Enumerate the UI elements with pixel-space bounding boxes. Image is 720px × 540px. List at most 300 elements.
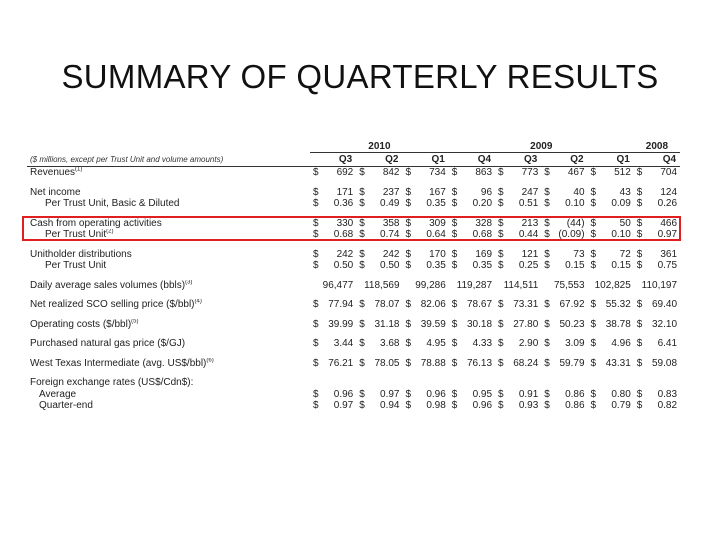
footnote-marker: (1) xyxy=(75,166,83,173)
currency-symbol: $ xyxy=(313,299,319,310)
currency-symbol: $ xyxy=(359,229,365,240)
currency-symbol: $ xyxy=(544,318,550,330)
row-label xyxy=(27,260,310,272)
value-cell xyxy=(541,319,587,331)
value-cell xyxy=(634,167,680,179)
value-text: 0.83 xyxy=(657,388,678,400)
value-text: 76.21 xyxy=(328,357,354,369)
value-text: 110,197 xyxy=(641,279,678,291)
table-row xyxy=(27,167,680,179)
quarter-header-row xyxy=(27,153,680,167)
value-text: 0.91 xyxy=(518,388,539,400)
row-label-text: Revenues xyxy=(30,167,76,178)
value-text: 72 xyxy=(619,248,631,260)
value-cell xyxy=(449,229,495,241)
value-text: 118,569 xyxy=(364,279,400,291)
value-text: 59.79 xyxy=(559,357,585,369)
currency-symbol: $ xyxy=(590,388,597,400)
value-cell xyxy=(588,389,634,401)
value-text: 0.95 xyxy=(472,388,493,400)
value-cell xyxy=(310,218,356,230)
value-cell xyxy=(495,358,541,370)
value-cell xyxy=(356,229,402,241)
currency-symbol: $ xyxy=(498,400,504,411)
value-text: 170 xyxy=(429,248,446,260)
currency-symbol: $ xyxy=(544,260,550,271)
currency-symbol: $ xyxy=(405,338,412,349)
value-cell xyxy=(588,400,634,412)
currency-symbol: $ xyxy=(636,299,643,310)
currency-symbol: $ xyxy=(405,217,412,229)
table-row xyxy=(27,198,680,210)
value-text: 0.93 xyxy=(518,400,539,411)
currency-symbol: $ xyxy=(313,198,319,209)
units-label: ($ millions, except per Trust Unit and volume amounts) xyxy=(27,153,310,167)
currency-symbol: $ xyxy=(636,338,643,349)
currency-symbol: $ xyxy=(313,217,319,229)
value-cell xyxy=(403,249,449,261)
value-text: 247 xyxy=(521,186,539,198)
value-text: 32.10 xyxy=(652,318,678,330)
row-spacer xyxy=(27,350,680,358)
value-cell xyxy=(541,299,587,311)
value-cell xyxy=(356,400,402,412)
currency-symbol: $ xyxy=(359,260,365,271)
value-cell xyxy=(356,299,402,311)
value-text: 75,553 xyxy=(553,279,585,291)
value-text: 773 xyxy=(521,167,539,178)
currency-symbol: $ xyxy=(498,186,504,198)
value-cell xyxy=(495,319,541,331)
value-cell xyxy=(495,389,541,401)
value-cell xyxy=(634,280,680,292)
quarter-header: Q1 xyxy=(588,153,634,167)
currency-symbol: $ xyxy=(359,186,365,198)
row-label xyxy=(27,319,310,331)
value-cell xyxy=(634,400,680,412)
value-cell xyxy=(310,229,356,241)
row-label-text: Quarter-end xyxy=(39,400,93,411)
currency-symbol: $ xyxy=(451,260,458,271)
value-cell xyxy=(449,187,495,199)
currency-symbol: $ xyxy=(498,388,504,400)
value-cell xyxy=(310,338,356,350)
value-text: 67.92 xyxy=(559,299,585,310)
footnote-marker: (4) xyxy=(194,299,202,305)
row-spacer xyxy=(27,241,680,249)
quarter-header: Q2 xyxy=(541,153,587,167)
currency-symbol: $ xyxy=(498,260,504,271)
currency-symbol: $ xyxy=(313,186,319,198)
currency-symbol: $ xyxy=(590,186,597,198)
currency-symbol: $ xyxy=(405,299,412,310)
value-text: 0.96 xyxy=(472,400,493,411)
currency-symbol: $ xyxy=(405,318,412,330)
value-cell xyxy=(588,218,634,230)
row-label xyxy=(27,249,310,261)
value-text: 114,511 xyxy=(503,279,539,291)
value-cell xyxy=(634,338,680,350)
value-cell xyxy=(403,198,449,210)
table-row xyxy=(27,400,680,412)
value-text: 330 xyxy=(336,217,354,229)
value-text: 38.78 xyxy=(605,318,631,330)
value-text: 55.32 xyxy=(605,299,631,310)
currency-symbol: $ xyxy=(405,400,412,411)
currency-symbol: $ xyxy=(498,338,504,349)
currency-symbol: $ xyxy=(359,217,365,229)
value-cell xyxy=(403,167,449,179)
currency-symbol: $ xyxy=(359,357,365,369)
table-row xyxy=(27,377,680,389)
row-label-text: Per Trust Unit, Basic & Diluted xyxy=(45,198,180,209)
value-text: 0.35 xyxy=(426,260,446,271)
value-text: 0.20 xyxy=(472,198,493,209)
value-cell xyxy=(310,299,356,311)
value-text: 167 xyxy=(429,186,446,198)
value-text: 0.86 xyxy=(565,388,585,400)
table-row xyxy=(27,299,680,311)
row-spacer xyxy=(27,179,680,187)
value-text: 4.33 xyxy=(472,338,493,349)
value-cell xyxy=(541,218,587,230)
currency-symbol: $ xyxy=(498,229,504,240)
currency-symbol: $ xyxy=(544,198,550,209)
value-cell xyxy=(634,218,680,230)
value-text: 466 xyxy=(660,217,678,229)
value-text: 0.09 xyxy=(611,198,631,209)
value-text: 3.68 xyxy=(380,338,400,349)
value-text: 121 xyxy=(521,248,539,260)
row-label-text: Purchased natural gas price ($/GJ) xyxy=(30,338,186,349)
value-text: 31.18 xyxy=(374,318,400,330)
value-cell xyxy=(588,198,634,210)
slide-title: SUMMARY OF QUARTERLY RESULTS xyxy=(61,58,659,95)
value-text: 0.25 xyxy=(518,260,539,271)
value-cell xyxy=(541,358,587,370)
currency-symbol: $ xyxy=(359,299,365,310)
value-text: 0.51 xyxy=(518,198,539,209)
value-text: 99,286 xyxy=(415,279,446,291)
currency-symbol: $ xyxy=(590,357,597,369)
value-text: 30.18 xyxy=(467,318,493,330)
row-label xyxy=(27,400,310,412)
currency-symbol: $ xyxy=(451,186,458,198)
currency-symbol: $ xyxy=(636,186,643,198)
value-text: 69.40 xyxy=(652,299,678,310)
currency-symbol: $ xyxy=(544,338,550,349)
value-text: 73 xyxy=(573,248,585,260)
value-cell xyxy=(310,358,356,370)
currency-symbol: $ xyxy=(451,388,458,400)
currency-symbol: $ xyxy=(313,260,319,271)
currency-symbol: $ xyxy=(636,388,643,400)
value-text: 734 xyxy=(429,167,446,178)
currency-symbol: $ xyxy=(636,198,643,209)
value-text: 77.94 xyxy=(328,299,354,310)
currency-symbol: $ xyxy=(359,400,365,411)
value-cell xyxy=(541,280,587,292)
value-text: 328 xyxy=(475,217,493,229)
value-cell xyxy=(495,187,541,199)
currency-symbol: $ xyxy=(544,388,550,400)
value-text: 40 xyxy=(573,186,585,198)
value-text: 0.35 xyxy=(426,198,446,209)
currency-symbol: $ xyxy=(590,229,597,240)
value-cell xyxy=(310,400,356,412)
value-text: 82.06 xyxy=(420,299,446,310)
currency-symbol: $ xyxy=(544,186,550,198)
quarterly-results-table xyxy=(27,140,680,412)
value-cell xyxy=(634,260,680,272)
table-row xyxy=(27,249,680,261)
value-text: 73.31 xyxy=(513,299,539,310)
value-cell xyxy=(449,198,495,210)
value-cell xyxy=(541,187,587,199)
value-text: 4.96 xyxy=(611,338,631,349)
currency-symbol: $ xyxy=(359,167,365,178)
value-cell xyxy=(310,260,356,272)
value-text: 237 xyxy=(382,186,400,198)
value-text: 59.08 xyxy=(652,357,678,369)
footnote-marker: (2) xyxy=(106,229,114,235)
value-text: 50.23 xyxy=(559,318,585,330)
value-cell xyxy=(310,198,356,210)
value-text: 0.97 xyxy=(657,229,678,240)
value-text: 467 xyxy=(567,167,585,178)
value-text: 119,287 xyxy=(456,279,493,291)
currency-symbol: $ xyxy=(498,198,504,209)
row-label-text: Per Trust Unit xyxy=(45,229,107,240)
quarter-header: Q4 xyxy=(449,153,495,167)
value-cell xyxy=(495,167,541,179)
currency-symbol: $ xyxy=(313,338,319,349)
value-cell xyxy=(588,229,634,241)
currency-symbol: $ xyxy=(451,229,458,240)
value-cell xyxy=(403,229,449,241)
value-text: 96,477 xyxy=(322,279,354,291)
currency-symbol: $ xyxy=(313,248,319,260)
value-text: 2.90 xyxy=(518,338,539,349)
row-spacer xyxy=(27,311,680,319)
table-row xyxy=(27,389,680,401)
value-text: 39.59 xyxy=(420,318,446,330)
currency-symbol: $ xyxy=(451,400,458,411)
value-text: 0.68 xyxy=(472,229,493,240)
row-label-text: Operating costs ($/bbl) xyxy=(30,318,132,330)
currency-symbol: $ xyxy=(590,338,597,349)
value-cell xyxy=(495,299,541,311)
value-text: 3.09 xyxy=(565,338,585,349)
value-cell xyxy=(403,187,449,199)
value-text: 0.80 xyxy=(611,388,631,400)
value-text: 78.67 xyxy=(467,299,493,310)
row-label xyxy=(27,358,310,370)
value-text: 102,825 xyxy=(594,279,631,291)
table-row xyxy=(27,319,680,331)
currency-symbol: $ xyxy=(359,198,365,209)
value-cell xyxy=(403,280,449,292)
currency-symbol: $ xyxy=(359,318,365,330)
value-cell xyxy=(541,389,587,401)
value-cell xyxy=(588,358,634,370)
currency-symbol: $ xyxy=(405,229,412,240)
value-text: 96 xyxy=(480,186,493,198)
row-label-text: Net realized SCO selling price ($/bbl) xyxy=(30,299,195,310)
quarter-header: Q3 xyxy=(495,153,541,167)
value-cell xyxy=(588,167,634,179)
value-text: 692 xyxy=(336,167,354,178)
table-row xyxy=(27,338,680,350)
value-cell xyxy=(310,249,356,261)
value-text: 0.50 xyxy=(333,260,354,271)
row-spacer xyxy=(27,369,680,377)
currency-symbol: $ xyxy=(590,299,597,310)
value-text: 0.49 xyxy=(380,198,400,209)
value-cell xyxy=(588,249,634,261)
row-spacer xyxy=(27,210,680,218)
currency-symbol: $ xyxy=(451,167,458,178)
row-label xyxy=(27,218,310,230)
value-text: 0.64 xyxy=(426,229,446,240)
currency-symbol: $ xyxy=(636,357,643,369)
currency-symbol: $ xyxy=(313,318,319,330)
row-label xyxy=(27,299,310,311)
value-cell xyxy=(356,389,402,401)
value-cell xyxy=(495,260,541,272)
currency-symbol: $ xyxy=(405,167,412,178)
currency-symbol: $ xyxy=(313,400,319,411)
row-spacer xyxy=(27,291,680,299)
value-text: 242 xyxy=(336,248,354,260)
value-cell xyxy=(449,338,495,350)
value-text: 0.79 xyxy=(611,400,631,411)
currency-symbol: $ xyxy=(359,388,365,400)
value-cell xyxy=(495,400,541,412)
value-text: 242 xyxy=(382,248,400,260)
currency-symbol: $ xyxy=(451,217,458,229)
table-row xyxy=(27,218,680,230)
value-text: (0.09) xyxy=(558,229,585,240)
value-text: 27.80 xyxy=(513,318,539,330)
value-cell xyxy=(541,338,587,350)
value-cell xyxy=(588,280,634,292)
value-text: 213 xyxy=(521,217,539,229)
value-text: 863 xyxy=(475,167,493,178)
value-text: 3.44 xyxy=(333,338,354,349)
currency-symbol: $ xyxy=(498,299,504,310)
value-cell xyxy=(403,389,449,401)
currency-symbol: $ xyxy=(544,400,550,411)
value-cell xyxy=(449,218,495,230)
currency-symbol: $ xyxy=(405,260,412,271)
value-cell xyxy=(449,319,495,331)
value-cell xyxy=(356,338,402,350)
value-text: 704 xyxy=(660,167,678,178)
value-cell xyxy=(356,260,402,272)
currency-symbol: $ xyxy=(544,357,550,369)
value-cell xyxy=(449,358,495,370)
value-text: 358 xyxy=(382,217,400,229)
value-cell xyxy=(588,299,634,311)
currency-symbol: $ xyxy=(451,248,458,260)
value-cell xyxy=(310,187,356,199)
value-text: 0.96 xyxy=(426,388,446,400)
table-row xyxy=(27,187,680,199)
currency-symbol: $ xyxy=(451,318,458,330)
currency-symbol: $ xyxy=(636,318,643,330)
value-text: 0.98 xyxy=(426,400,446,411)
quarter-header: Q4 xyxy=(634,153,680,167)
value-cell xyxy=(403,319,449,331)
value-cell xyxy=(449,167,495,179)
value-text: 124 xyxy=(660,186,678,198)
currency-symbol: $ xyxy=(498,217,504,229)
value-text: 4.95 xyxy=(426,338,446,349)
footnote-marker: (5) xyxy=(131,318,139,325)
value-cell xyxy=(634,229,680,241)
value-cell xyxy=(634,187,680,199)
value-text: 842 xyxy=(382,167,400,178)
value-cell xyxy=(449,260,495,272)
row-label xyxy=(27,187,310,199)
value-text: 0.97 xyxy=(380,388,400,400)
currency-symbol: $ xyxy=(405,357,412,369)
value-cell xyxy=(588,319,634,331)
row-label-text: Average xyxy=(39,388,77,400)
footnote-marker: (6) xyxy=(206,357,214,364)
value-cell xyxy=(541,229,587,241)
currency-symbol: $ xyxy=(590,198,597,209)
value-text: 39.99 xyxy=(328,318,354,330)
value-cell xyxy=(634,299,680,311)
value-cell xyxy=(310,389,356,401)
currency-symbol: $ xyxy=(636,217,643,229)
value-cell xyxy=(541,198,587,210)
value-cell xyxy=(356,167,402,179)
currency-symbol: $ xyxy=(590,167,597,178)
value-cell xyxy=(495,198,541,210)
value-cell xyxy=(495,338,541,350)
value-text: 0.96 xyxy=(333,388,354,400)
year-header-row xyxy=(27,140,680,153)
year-header: 2008 xyxy=(634,140,680,153)
value-text: 0.74 xyxy=(380,229,400,240)
currency-symbol: $ xyxy=(451,299,458,310)
row-label-text: Unitholder distributions xyxy=(30,248,132,260)
value-text: 0.97 xyxy=(333,400,354,411)
row-label xyxy=(27,389,310,401)
value-text: 361 xyxy=(660,248,678,260)
value-cell xyxy=(403,358,449,370)
value-text: 169 xyxy=(475,248,493,260)
currency-symbol: $ xyxy=(405,248,412,260)
value-cell xyxy=(356,218,402,230)
currency-symbol: $ xyxy=(359,338,365,349)
value-cell xyxy=(310,280,356,292)
value-text: 78.07 xyxy=(374,299,400,310)
value-text: 0.94 xyxy=(380,400,400,411)
value-cell xyxy=(541,167,587,179)
value-cell xyxy=(356,280,402,292)
currency-symbol: $ xyxy=(590,217,597,229)
value-text: 76.13 xyxy=(467,357,493,369)
value-cell xyxy=(356,358,402,370)
value-cell xyxy=(541,400,587,412)
currency-symbol: $ xyxy=(544,167,550,178)
value-text: 0.86 xyxy=(565,400,585,411)
currency-symbol: $ xyxy=(590,318,597,330)
